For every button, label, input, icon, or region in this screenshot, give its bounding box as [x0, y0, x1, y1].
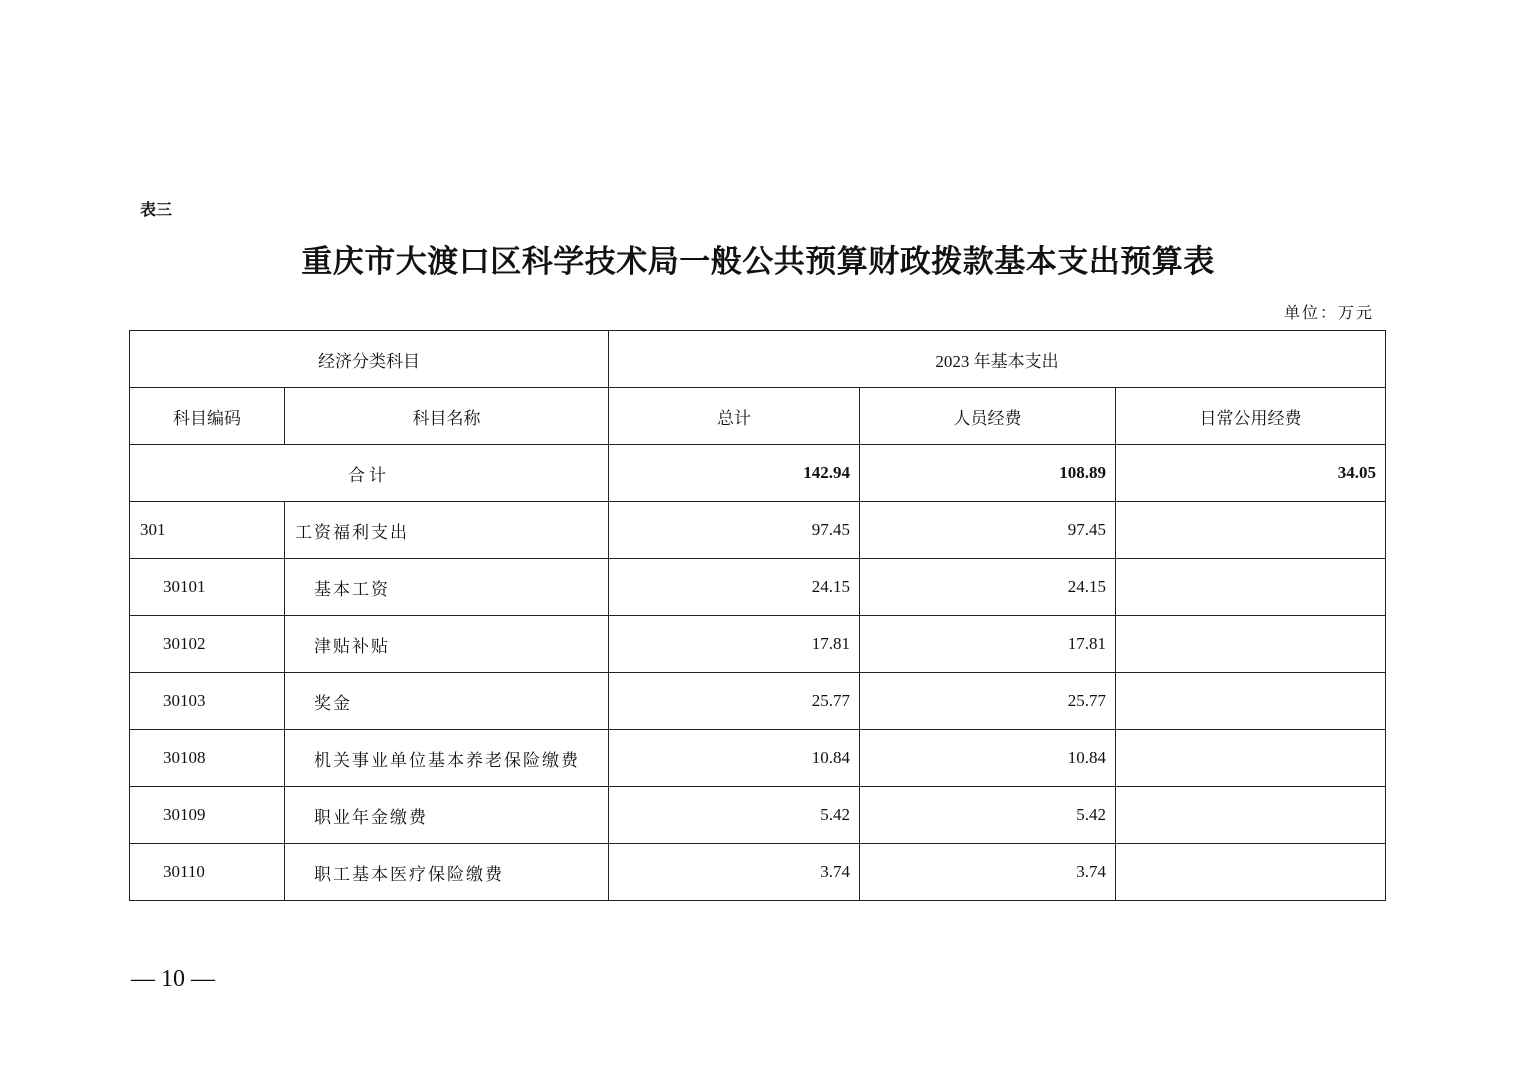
table-row [130, 502, 1386, 559]
row-code: 30109 [130, 787, 285, 844]
row-code: 30110 [130, 844, 285, 901]
row-public [1116, 844, 1386, 901]
row-public [1116, 787, 1386, 844]
row-personnel: 5.42 [860, 787, 1116, 844]
header-year-expense: 2023 年基本支出 [609, 331, 1386, 388]
row-total: 97.45 [609, 502, 860, 559]
row-code: 30103 [130, 673, 285, 730]
row-code: 30101 [130, 559, 285, 616]
row-total: 3.74 [609, 844, 860, 901]
row-personnel: 10.84 [860, 730, 1116, 787]
row-code: 30102 [130, 616, 285, 673]
row-total: 24.15 [609, 559, 860, 616]
column-header-public: 日常公用经费 [1116, 388, 1386, 445]
column-header-name: 科目名称 [285, 388, 609, 445]
row-total: 5.42 [609, 787, 860, 844]
header-classification: 经济分类科目 [130, 331, 609, 388]
group-header-row [130, 331, 1386, 388]
total-row [130, 445, 1386, 502]
table-row [130, 673, 1386, 730]
row-name: 基本工资 [285, 559, 609, 616]
table-row [130, 559, 1386, 616]
row-code: 30108 [130, 730, 285, 787]
row-public [1116, 673, 1386, 730]
row-public [1116, 616, 1386, 673]
row-name: 职业年金缴费 [285, 787, 609, 844]
row-personnel: 24.15 [860, 559, 1116, 616]
row-name: 津贴补贴 [285, 616, 609, 673]
total-label: 合计 [130, 445, 609, 502]
column-header-row [130, 388, 1386, 445]
total-cell-total: 142.94 [609, 445, 860, 502]
table-label: 表三 [140, 200, 173, 219]
budget-table [129, 330, 1386, 901]
row-total: 10.84 [609, 730, 860, 787]
page-number: — 10 — [131, 966, 215, 992]
column-header-total: 总计 [609, 388, 860, 445]
total-cell-personnel: 108.89 [860, 445, 1116, 502]
row-public [1116, 730, 1386, 787]
row-personnel: 97.45 [860, 502, 1116, 559]
table-row [130, 616, 1386, 673]
row-public [1116, 502, 1386, 559]
column-header-personnel: 人员经费 [860, 388, 1116, 445]
row-name: 职工基本医疗保险缴费 [285, 844, 609, 901]
table-row [130, 787, 1386, 844]
table-row [130, 844, 1386, 901]
row-personnel: 3.74 [860, 844, 1116, 901]
document-title: 重庆市大渡口区科学技术局一般公共预算财政拨款基本支出预算表 [301, 244, 1215, 280]
row-public [1116, 559, 1386, 616]
unit-label: 单位：万元 [1283, 303, 1374, 322]
row-personnel: 17.81 [860, 616, 1116, 673]
row-name: 奖金 [285, 673, 609, 730]
column-header-code: 科目编码 [130, 388, 285, 445]
row-code: 301 [130, 502, 285, 559]
total-cell-public: 34.05 [1116, 445, 1386, 502]
row-total: 17.81 [609, 616, 860, 673]
table-row [130, 730, 1386, 787]
row-name: 机关事业单位基本养老保险缴费 [285, 730, 609, 787]
row-personnel: 25.77 [860, 673, 1116, 730]
row-total: 25.77 [609, 673, 860, 730]
row-name: 工资福利支出 [285, 502, 609, 559]
